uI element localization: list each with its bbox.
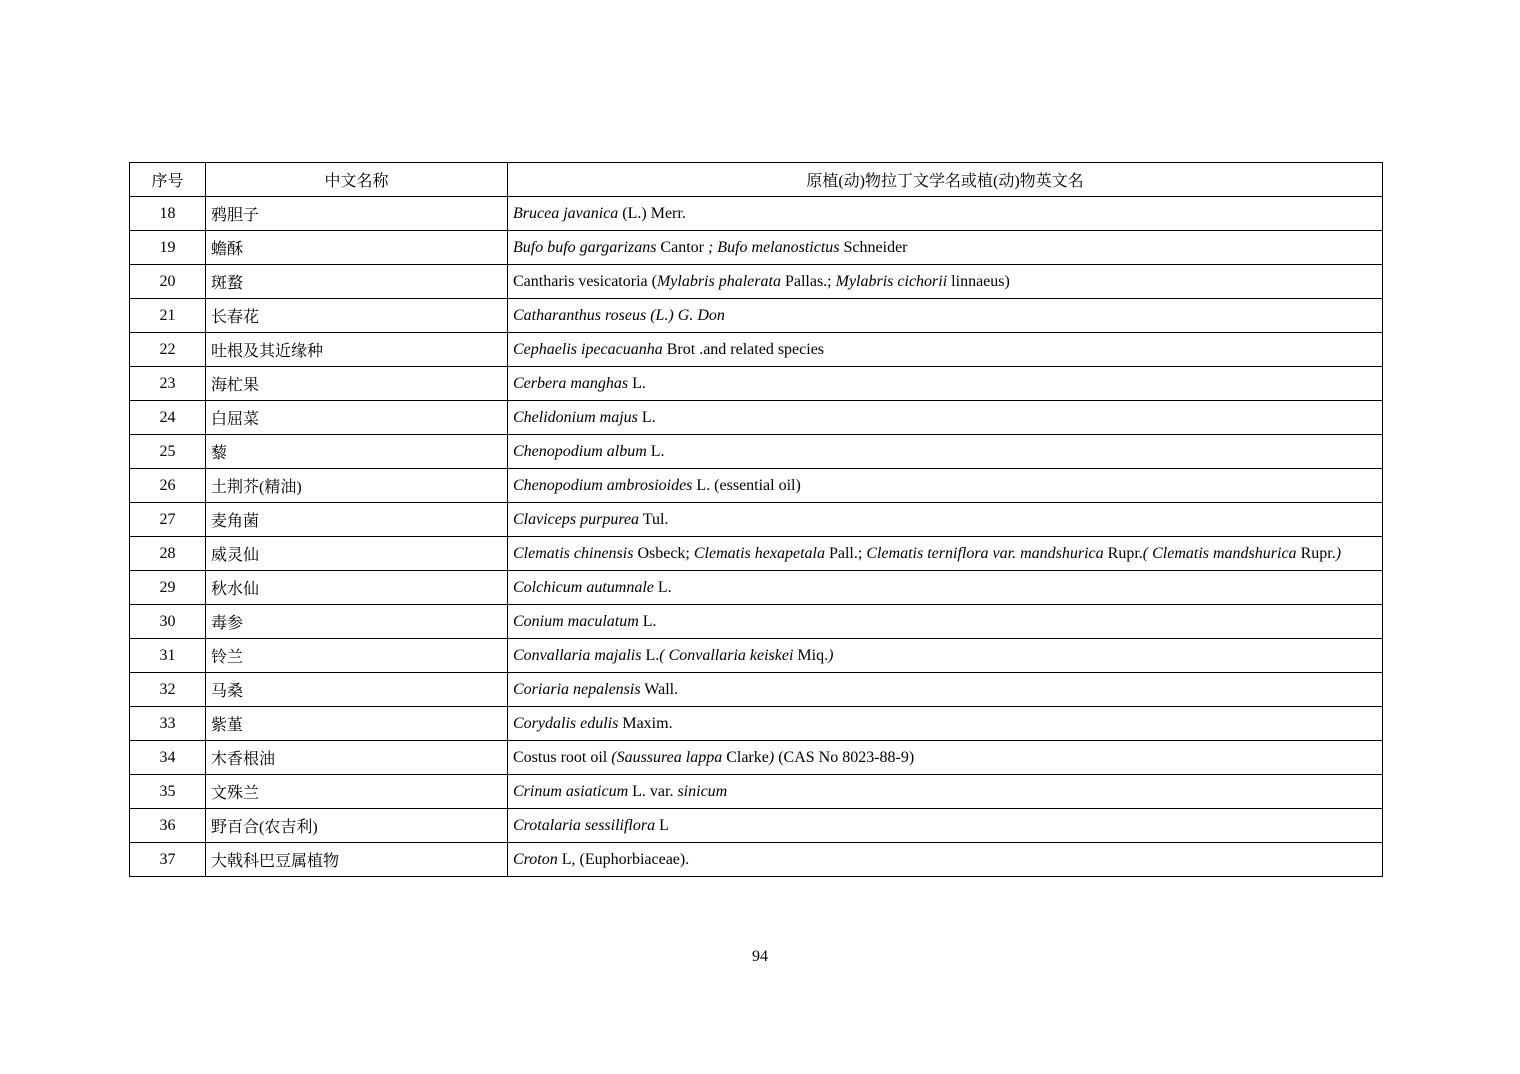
row-latin-name (508, 843, 1383, 877)
row-serial-number: 24 (130, 401, 206, 435)
row-latin-name (508, 265, 1383, 299)
row-latin-name (508, 673, 1383, 707)
row-chinese-name: 土荆芥(精油) (206, 469, 508, 503)
latin-text-segment: Cantor (656, 238, 708, 256)
row-latin-name (508, 707, 1383, 741)
row-serial-number: 30 (130, 605, 206, 639)
row-serial-number: 34 (130, 741, 206, 775)
row-chinese-name: 野百合(农吉利) (206, 809, 508, 843)
latin-text-segment: L, (Euphorbiaceae). (557, 850, 690, 868)
row-chinese-name: 铃兰 (206, 639, 508, 673)
latin-italic-segment: ) (1335, 544, 1342, 562)
latin-italic-segment: (Saussurea lappa (611, 748, 723, 766)
row-serial-number: 22 (130, 333, 206, 367)
row-chinese-name: 威灵仙 (206, 537, 508, 571)
table-body (130, 197, 1383, 877)
row-serial-number: 37 (130, 843, 206, 877)
latin-text-segment: L. (628, 374, 646, 392)
latin-italic-segment: ( Convallaria keiskei (659, 646, 794, 664)
row-chinese-name: 吐根及其近缘种 (206, 333, 508, 367)
latin-text-segment: L. (641, 646, 660, 664)
species-table (129, 162, 1383, 877)
table-row (130, 401, 1383, 435)
row-chinese-name: 藜 (206, 435, 508, 469)
row-serial-number: 23 (130, 367, 206, 401)
table-row (130, 605, 1383, 639)
row-latin-name (508, 401, 1383, 435)
row-serial-number: 32 (130, 673, 206, 707)
row-serial-number: 26 (130, 469, 206, 503)
latin-italic-segment: Clematis terniflora var. mandshurica (866, 544, 1104, 562)
latin-text-segment: Miq. (793, 646, 829, 664)
table-row (130, 775, 1383, 809)
latin-italic-segment: Cerbera manghas (513, 374, 629, 392)
latin-italic-segment: Claviceps purpurea (513, 510, 640, 528)
row-serial-number: 20 (130, 265, 206, 299)
table-row (130, 673, 1383, 707)
table-header-row (130, 163, 1383, 197)
latin-text-segment: Rupr. (1103, 544, 1143, 562)
latin-italic-segment: Colchicum autumnale (513, 578, 654, 596)
row-chinese-name: 斑蝥 (206, 265, 508, 299)
latin-italic-segment: Clematis chinensis (513, 544, 634, 562)
latin-italic-segment: Catharanthus roseus (L.) G. Don (513, 306, 725, 324)
latin-italic-segment: Mylabris cichorii (835, 272, 948, 290)
row-serial-number: 36 (130, 809, 206, 843)
row-latin-name (508, 197, 1383, 231)
row-serial-number: 31 (130, 639, 206, 673)
latin-italic-segment: sinicum (677, 782, 728, 800)
table-row (130, 571, 1383, 605)
row-serial-number: 21 (130, 299, 206, 333)
table-row (130, 231, 1383, 265)
latin-text-segment: Rupr. (1296, 544, 1336, 562)
row-latin-name (508, 469, 1383, 503)
latin-italic-segment: Corydalis edulis (513, 714, 619, 732)
latin-italic-segment: Croton (513, 850, 558, 868)
row-latin-name (508, 231, 1383, 265)
latin-text-segment: Costus root oil (513, 748, 612, 766)
latin-text-segment: Wall. (640, 680, 679, 698)
header-latin-name: 原植(动)物拉丁文学名或植(动)物英文名 (508, 163, 1383, 197)
latin-text-segment: Brot .and related species (662, 340, 825, 358)
latin-italic-segment: ) (828, 646, 834, 664)
table-row (130, 197, 1383, 231)
row-chinese-name: 秋水仙 (206, 571, 508, 605)
latin-text-segment: linnaeus) (947, 272, 1010, 290)
latin-italic-segment: Conium maculatum (513, 612, 639, 630)
latin-text-segment: L. (653, 578, 672, 596)
latin-italic-segment: Crotalaria sessiliflora (513, 816, 656, 834)
table-row (130, 435, 1383, 469)
latin-text-segment: L. var. (628, 782, 678, 800)
latin-text-segment: Cantharis vesicatoria ( (513, 272, 657, 290)
row-chinese-name: 白屈菜 (206, 401, 508, 435)
table-row (130, 707, 1383, 741)
row-chinese-name: 长春花 (206, 299, 508, 333)
table-row (130, 741, 1383, 775)
latin-italic-segment: Mylabris phalerata (656, 272, 781, 290)
latin-italic-segment: Cephaelis ipecacuanha (513, 340, 663, 358)
latin-text-segment: L. (637, 408, 656, 426)
table-row (130, 299, 1383, 333)
latin-text-segment: Pall.; (824, 544, 867, 562)
latin-italic-segment: ; Bufo melanostictus (707, 238, 840, 256)
latin-text-segment: L. (638, 612, 657, 630)
row-chinese-name: 大戟科巴豆属植物 (206, 843, 508, 877)
latin-italic-segment: Chelidonium majus (513, 408, 638, 426)
row-latin-name (508, 333, 1383, 367)
row-latin-name (508, 605, 1383, 639)
table-row (130, 469, 1383, 503)
latin-text-segment: Maxim. (618, 714, 673, 732)
row-latin-name (508, 741, 1383, 775)
row-latin-name (508, 435, 1383, 469)
latin-text-segment: (L.) Merr. (618, 204, 686, 222)
latin-italic-segment: Clematis hexapetala (693, 544, 825, 562)
row-chinese-name: 鸦胆子 (206, 197, 508, 231)
table-row (130, 367, 1383, 401)
latin-italic-segment: Convallaria majalis (513, 646, 642, 664)
table-row (130, 265, 1383, 299)
row-latin-name (508, 809, 1383, 843)
latin-text-segment: Osbeck; (633, 544, 694, 562)
row-latin-name (508, 299, 1383, 333)
row-latin-name (508, 571, 1383, 605)
table-row (130, 537, 1383, 571)
header-chinese-name: 中文名称 (206, 163, 508, 197)
latin-text-segment: Tul. (639, 510, 669, 528)
table-row (130, 503, 1383, 537)
row-chinese-name: 毒参 (206, 605, 508, 639)
row-chinese-name: 文殊兰 (206, 775, 508, 809)
row-latin-name (508, 775, 1383, 809)
latin-italic-segment: Crinum asiaticum (513, 782, 629, 800)
row-chinese-name: 马桑 (206, 673, 508, 707)
latin-text-segment: Schneider (839, 238, 908, 256)
table-row (130, 809, 1383, 843)
row-chinese-name: 木香根油 (206, 741, 508, 775)
row-latin-name (508, 639, 1383, 673)
row-latin-name (508, 503, 1383, 537)
table-row (130, 843, 1383, 877)
table-row (130, 333, 1383, 367)
row-serial-number: 27 (130, 503, 206, 537)
latin-italic-segment: Brucea javanica (513, 204, 619, 222)
table-row (130, 639, 1383, 673)
row-serial-number: 28 (130, 537, 206, 571)
latin-italic-segment: ( Clematis mandshurica (1142, 544, 1297, 562)
row-chinese-name: 海杧果 (206, 367, 508, 401)
latin-italic-segment: Coriaria nepalensis (513, 680, 641, 698)
row-chinese-name: 紫堇 (206, 707, 508, 741)
row-serial-number: 18 (130, 197, 206, 231)
latin-italic-segment: Bufo bufo gargarizans (513, 238, 657, 256)
latin-text-segment: L (655, 816, 669, 834)
row-serial-number: 33 (130, 707, 206, 741)
latin-italic-segment: Chenopodium album (513, 442, 647, 460)
latin-text-segment: Clarke (722, 748, 769, 766)
row-latin-name (508, 537, 1383, 571)
latin-text-segment: L. (essential oil) (692, 476, 801, 494)
row-serial-number: 25 (130, 435, 206, 469)
row-serial-number: 35 (130, 775, 206, 809)
latin-italic-segment: Chenopodium ambrosioides (513, 476, 693, 494)
row-serial-number: 19 (130, 231, 206, 265)
row-latin-name (508, 367, 1383, 401)
row-chinese-name: 麦角菌 (206, 503, 508, 537)
latin-text-segment: (CAS No 8023-88-9) (774, 748, 915, 766)
latin-text-segment: L. (646, 442, 665, 460)
latin-text-segment: Pallas.; (780, 272, 836, 290)
header-serial-number: 序号 (130, 163, 206, 197)
row-chinese-name: 蟾酥 (206, 231, 508, 265)
page-number: 94 (752, 948, 768, 965)
latin-italic-segment: ) (768, 748, 775, 766)
row-serial-number: 29 (130, 571, 206, 605)
